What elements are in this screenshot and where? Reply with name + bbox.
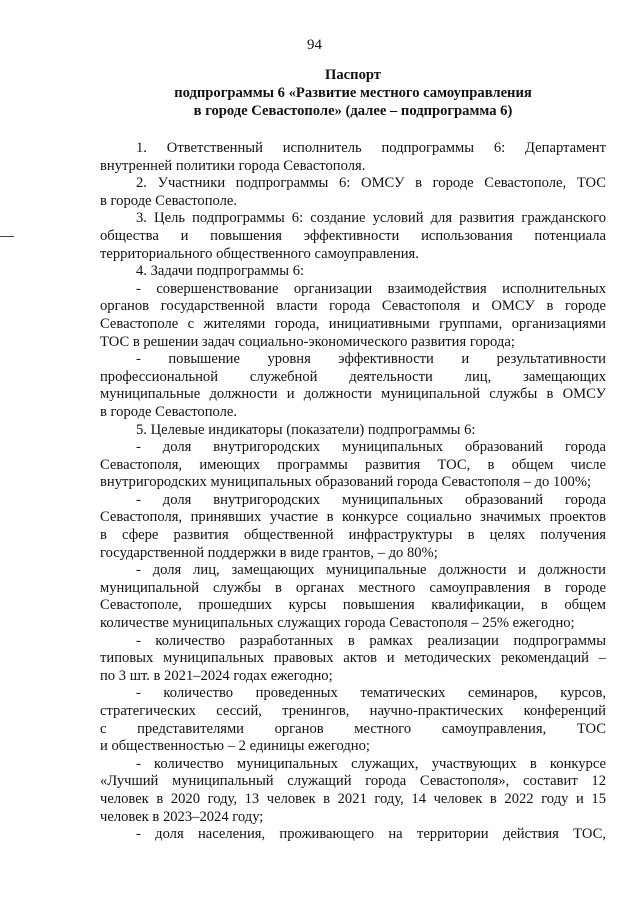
- text-line: Севастополе, прошедших курсы повышения квалификации, в общем: [100, 597, 606, 614]
- text-line: территориального общественного самоуправления.: [100, 245, 419, 262]
- text-line: - доля населения, проживающего на территории действия ТОС,: [136, 826, 606, 843]
- text-line: - количество разработанных в рамках реализации подпрограммы: [136, 632, 606, 649]
- text-line: типовых муниципальных правовых актов и методических рекомендаций –: [100, 650, 606, 667]
- text-line: ТОС в решении задач социально-экономического развития города;: [100, 333, 515, 350]
- text-line: - совершенствование организации взаимодействия исполнительных: [136, 280, 606, 297]
- text-line: - количество муниципальных служащих, участвующих в конкурсе: [136, 755, 606, 772]
- text-line: органов государственной власти города Севастополя и ОМСУ в городе: [100, 298, 606, 315]
- text-line: внутренней политики города Севастополя.: [100, 157, 366, 174]
- text-line: 5. Целевые индикаторы (показатели) подпрограммы 6:: [136, 421, 476, 438]
- text-line: 1. Ответственный исполнитель подпрограммы 6: Департамент: [136, 140, 606, 156]
- text-line: 3. Цель подпрограммы 6: создание условий для развития гражданского: [136, 210, 606, 227]
- text-line: - доля внутригородских муниципальных образований города: [136, 439, 606, 456]
- text-line: количестве муниципальных служащих города Севастополя – 25% ежегодно;: [100, 615, 575, 632]
- text-line: по 3 шт. в 2021–2024 годах ежегодно;: [100, 667, 333, 684]
- text-line: и общественностью – 2 единицы ежегодно;: [100, 738, 370, 755]
- page-number: 94: [307, 37, 322, 53]
- title-line-2: подпрограммы 6 «Развитие местного самоуправления: [174, 85, 532, 101]
- text-line: - повышение уровня эффективности и результативности: [136, 351, 606, 368]
- text-line: стратегических сессий, тренингов, научно-практических конференций: [100, 703, 606, 719]
- text-line: - доля внутригородских муниципальных образований города: [136, 491, 606, 508]
- text-line: 4. Задачи подпрограммы 6:: [136, 263, 305, 280]
- text-line: Севастополя, принявших участие в конкурсе социально значимых проектов: [100, 509, 606, 526]
- text-line: в городе Севастополе.: [100, 192, 238, 209]
- text-line: - количество проведенных тематических семинаров, курсов,: [136, 685, 606, 702]
- text-line: профессиональной служебной деятельности лиц, замещающих: [100, 368, 606, 385]
- text-line: в городе Севастополе.: [100, 403, 238, 420]
- text-line: муниципальные должности и должности муниципальной службы в ОМСУ: [100, 386, 606, 403]
- text-line: - доля лиц, замещающих муниципальные должности и должности: [136, 562, 606, 579]
- text-line: 2. Участники подпрограммы 6: ОМСУ в городе Севастополе, ТОС: [136, 175, 606, 192]
- text-line: Севастополя, имеющих программы развития ТОС, в общем числе: [100, 456, 606, 473]
- text-line: человек в 2023–2024 году;: [100, 808, 264, 825]
- text-line: общества и повышения эффективности использования потенциала: [100, 227, 606, 244]
- text-line: человек в 2020 году, 13 человек в 2021 году, 14 человек в 2022 году и 15: [100, 790, 606, 807]
- text-line: внутригородских муниципальных образований города Севастополя – до 100%;: [100, 474, 592, 491]
- margin-mark: [0, 236, 14, 237]
- title-line-3: в городе Севастополе» (далее – подпрограмма 6): [193, 103, 513, 119]
- text-line: Севастополе с жителями города, инициативными группами, организациями: [100, 315, 606, 332]
- text-line: государственной поддержки в виде грантов, – до 80%;: [100, 544, 438, 561]
- text-line: в сфере развития общественной инфраструктуры в целях получения: [100, 527, 606, 544]
- title-line-1: Паспорт: [325, 67, 381, 83]
- document-body: [100, 140, 606, 844]
- text-line: «Лучший муниципальный служащий города Севастополя», составит 12: [100, 773, 606, 790]
- text-line: муниципальной службы в органах местного самоуправления в городе: [100, 579, 606, 596]
- passport-title: [100, 66, 606, 120]
- text-line: с представителями органов местного самоуправления, ТОС: [100, 720, 606, 737]
